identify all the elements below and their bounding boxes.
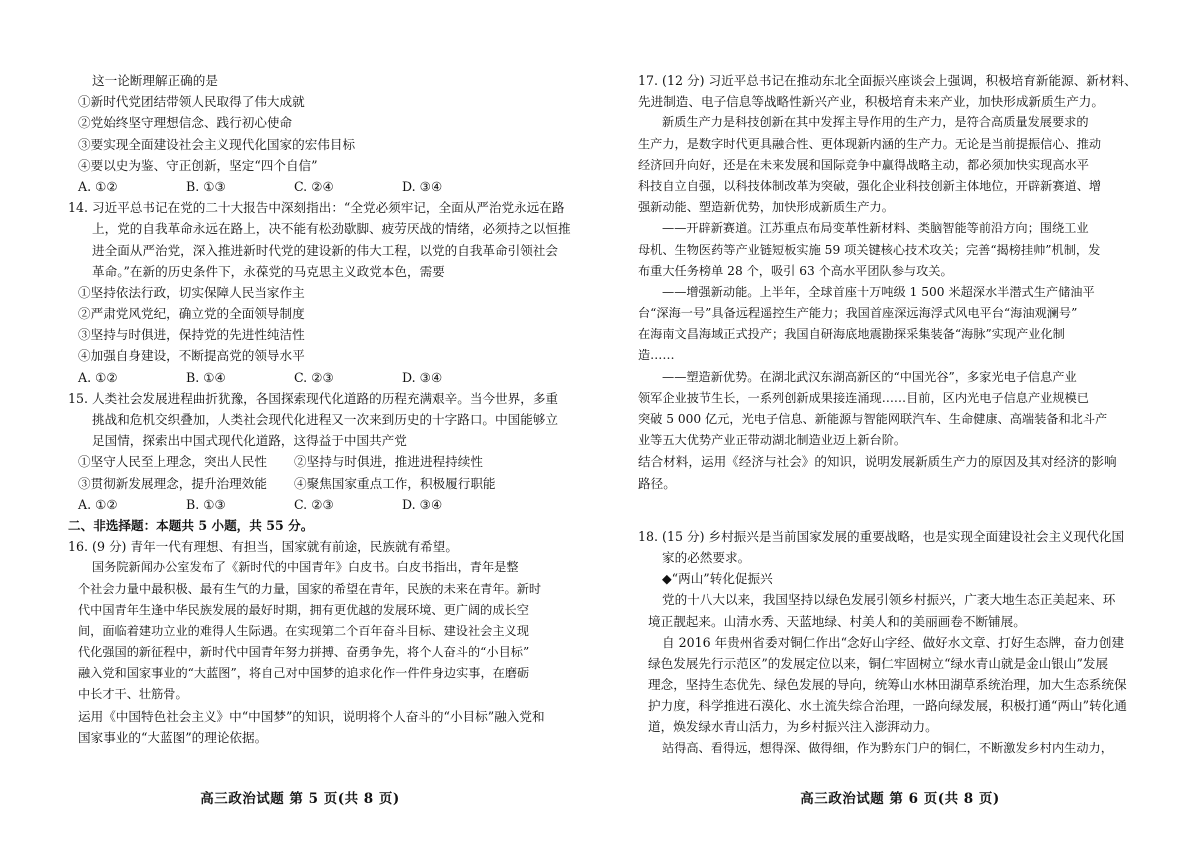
text-line: 间，面临着建功立业的难得人生际遇。在实现第二个百年奋斗目标、建设社会主义现 (78, 623, 529, 638)
text-line: 理念，坚持生态优先、绿色发展的导向，统筹山水林田湖草系统治理，加大生态系统保 (648, 677, 1127, 693)
answer-option: B. ①③ (186, 496, 226, 512)
text-line: 领军企业披节生长，一系列创新成果接连涌现……目前，区内光电子信息产业规模已 (638, 390, 1089, 405)
answer-option: ②坚持与时俱进，推进进程持续性 (294, 454, 483, 470)
text-line: 经济回升向好，还是在未来发展和国际竞争中赢得战略主动，都必须加快实现高水平 (638, 157, 1089, 172)
answer-option: ①坚守人民至上理念，突出人民性 (78, 454, 267, 470)
text-line: 国务院新闻办公室发布了《新时代的中国青年》白皮书。白皮书指出，青年是整 (92, 560, 519, 575)
text-line: 科技自立自强，以科技体制改革为突破，强化企业科技创新主体地位，开辟新赛道、增 (638, 178, 1102, 193)
text-line: 结合材料，运用《经济与社会》的知识，说明发展新质生产力的原因及其对经济的影响 (638, 454, 1117, 470)
text-line: 代化强国的新征程中，新时代中国青年努力拼搏、奋勇争先，将个人奋斗的“小目标” (78, 645, 530, 660)
text-line: 融入党和国家事业的“大蓝图”，将自己对中国梦的追求化作一件件身边实事，在磨砺 (78, 666, 530, 681)
text-line: 15. 人类社会发展进程曲折犹豫，各国探索现代化道路的历程充满艰辛。当今世界，多重 (68, 390, 559, 406)
text-line: 新质生产力是科技创新在其中发挥主导作用的生产力，是符合高质量发展要求的 (662, 115, 1089, 130)
answer-option: A. ①② (78, 496, 118, 512)
text-line: 二、非选择题：本题共 5 小题，共 55 分。 (68, 517, 314, 533)
answer-option: C. ②④ (294, 178, 334, 194)
text-line: 进全面从严治党，深入推进新时代党的建设新的伟大工程，以党的自我革命引领社会 (92, 242, 558, 258)
left-column (68, 70, 571, 748)
text-line: 生产力，是数字时代更具融合性、更体现新内涵的生产力。无论是当前提振信心、推动 (638, 136, 1102, 151)
right-column (638, 70, 1138, 759)
text-line: 个社会力量中最积极、最有生气的力量，国家的希望在青年，民族的未来在青年。新时 (78, 581, 542, 596)
text-line: 境正靓起来。山清水秀、天蓝地绿、村美人和的美丽画卷不断铺展。 (648, 613, 1026, 629)
answer-option: D. ③④ (402, 178, 443, 194)
text-line: ——增强新动能。上半年，全球首座十万吨级 1 500 米超深水半潜式生产储油平 (662, 284, 1095, 299)
left-page-footer: 高三政治试题 第 5 页(共 8 页) (200, 791, 400, 807)
answer-options-row (68, 473, 548, 494)
text-line: ——开辟新赛道。江苏重点布局变革性新材料、类脑智能等前沿方向；围绕工业 (662, 221, 1089, 236)
text-line: ◆“两山”转化促振兴 (662, 571, 773, 587)
text-line: 党的十八大以来，我国坚持以绿色发展引领乡村振兴，广袤大地生态正美起来、环 (662, 592, 1116, 608)
text-line: ④要以史为鉴、守正创新，坚定“四个自信” (78, 157, 318, 173)
text-line: 先进制造、电子信息等战略性新兴产业，积极培育未来产业，加快形成新质生产力。 (638, 94, 1104, 110)
answer-options-row (68, 367, 548, 388)
right-page-footer: 高三政治试题 第 6 页(共 8 页) (800, 791, 1000, 807)
answer-options-row (68, 494, 548, 515)
answer-option: ④聚焦国家重点工作，积极履行职能 (294, 475, 496, 491)
text-line: ④加强自身建设，不断提高党的领导水平 (78, 348, 305, 364)
text-line: 布重大任务榜单 28 个，吸引 63 个高水平团队参与攻关。 (638, 263, 953, 278)
text-line: 代中国青年生逢中华民族发展的最好时期，拥有更优越的发展环境、更广阔的成长空 (78, 602, 529, 617)
answer-option: B. ①③ (186, 178, 226, 194)
answer-option: C. ②③ (294, 369, 334, 385)
answer-option: C. ②③ (294, 496, 334, 512)
text-line: 上，党的自我革命永远在路上，决不能有松劲歇脚、疲劳厌战的情绪，必须持之以恒推 (92, 221, 571, 237)
text-line: 国家事业的“大蓝图”的理论依据。 (78, 729, 268, 745)
text-line: 在海南文昌海域正式投产；我国自研海底地震勘探采集装备“海脉”实现产业化制 (638, 327, 1065, 342)
text-line: ③坚持与时俱进，保持党的先进性纯洁性 (78, 327, 305, 343)
text-line: 革命。”在新的历史条件下，永葆党的马克思主义政党本色，需要 (92, 263, 445, 279)
answer-option: D. ③④ (402, 369, 443, 385)
text-line: 台“深海一号”具备远程遥控生产能力；我国首座深远海浮式风电平台“海油观澜号” (638, 306, 1078, 321)
text-line: 路径。 (638, 475, 676, 491)
text-line: 家的必然要求。 (662, 549, 751, 565)
text-line: 业等五大优势产业正带动湖北制造业迈上新台阶。 (638, 433, 907, 448)
answer-option: A. ①② (78, 369, 118, 385)
text-line: 中长才干、壮筋骨。 (78, 687, 188, 702)
text-line: 绿色发展先行示范区”的发展定位以来，铜仁牢固树立“绿水青山就是金山银山”发展 (648, 655, 1109, 671)
answer-options-row (68, 451, 548, 472)
text-line: 母机、生物医药等产业链短板实施 59 项关键核心技术攻关；完善“揭榜挂帅”机制，发 (638, 242, 1101, 257)
answer-option: B. ①④ (186, 369, 226, 385)
answer-option: ③贯彻新发展理念，提升治理效能 (78, 475, 267, 491)
text-line: 站得高、看得远，想得深、做得细，作为黔东门户的铜仁，不断激发乡村内生动力， (662, 740, 1113, 755)
text-line: 运用《中国特色社会主义》中“中国梦”的知识，说明将个人奋斗的“小目标”融入党和 (78, 708, 545, 724)
text-line: 道，焕发绿水青山活力，为乡村振兴注入澎湃动力。 (648, 719, 938, 735)
text-line: 护力度，科学推进石漠化、水土流失综合治理，一路向绿发展，积极打通“两山”转化通 (648, 698, 1127, 714)
text-line: 这一论断理解正确的是 (92, 73, 218, 88)
text-line: 强新动能、塑造新优势，加快形成新质生产力。 (638, 200, 894, 215)
right-page (600, 0, 1200, 849)
text-line: ③要实现全面建设社会主义现代化国家的宏伟目标 (78, 136, 356, 152)
text-line: 17. (12 分) 习近平总书记在推动东北全面振兴座谈会上强调，积极培育新能源、新材料、 (638, 73, 1137, 88)
text-line: 自 2016 年贵州省委对铜仁作出“念好山字经、做好水文章、打好生态牌，奋力创建 (662, 634, 1125, 650)
text-line: ①新时代党团结带领人民取得了伟大成就 (78, 94, 305, 110)
answer-options-row (68, 176, 548, 197)
text-line: 14. 习近平总书记在党的二十大报告中深刻指出：“全党必须牢记，全面从严治党永远在路 (68, 200, 565, 216)
text-line: 突破 5 000 亿元，光电子信息、新能源与智能网联汽车、生命健康、高端装备和北斗产 (638, 412, 1108, 426)
section-gap (638, 494, 1138, 526)
text-line: 足国情，探索出中国式现代化道路，这得益于中国共产党 (92, 433, 407, 449)
text-line: ①坚持依法行政，切实保障人民当家作主 (78, 284, 305, 300)
text-line: ——塑造新优势。在湖北武汉东湖高新区的“中国光谷”，多家光电子信息产业 (662, 369, 1077, 384)
text-line: 造…… (638, 348, 675, 363)
answer-option: A. ①② (78, 178, 118, 194)
text-line: 16. (9 分) 青年一代有理想、有担当，国家就有前途，民族就有希望。 (68, 539, 458, 555)
text-line: ②党始终坚守理想信念、践行初心使命 (78, 115, 293, 131)
text-line: 挑战和危机交织叠加，人类社会现代化进程又一次来到历史的十字路口。中国能够立 (92, 412, 558, 427)
text-line: ②严肃党风党纪，确立党的全面领导制度 (78, 306, 305, 322)
text-line: 18. (15 分) 乡村振兴是当前国家发展的重要战略，也是实现全面建设社会主义现代化国 (638, 528, 1125, 544)
answer-option: D. ③④ (402, 496, 443, 512)
